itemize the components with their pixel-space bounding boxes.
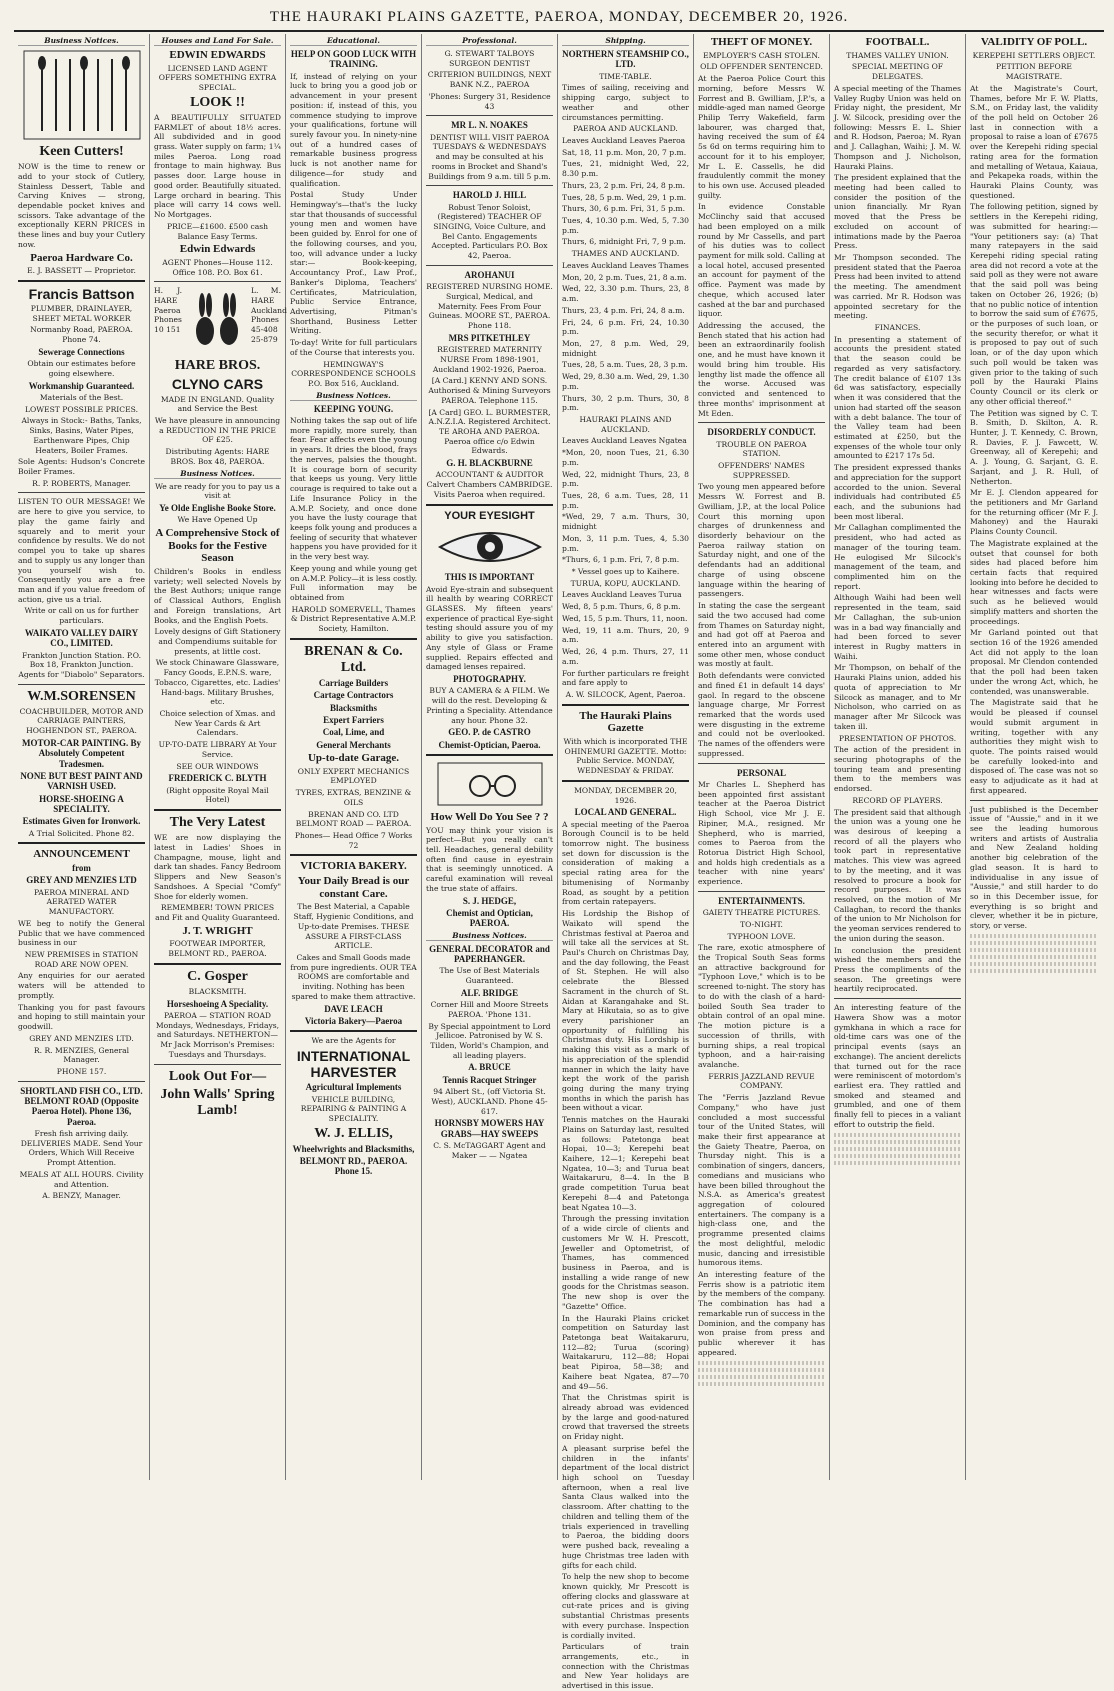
price: PRICE—£1600. £500 cash Balance Easy Terms.	[166, 221, 269, 241]
important: THIS IS IMPORTANT	[444, 572, 535, 583]
battson-trade: PLUMBER, DRAINLAYER, SHEET METAL WORKER	[30, 304, 133, 323]
hem-body: Postal Study Under Hemingway's—that's the lucky star that thousands of successful young men and women have been guided by. Enrol for one of the following courses, and you, too, will advance under a lucky star:— Book-keeping, Accountancy Prof., Law Prof., Banker's Diploma, Teachers' Certificates, Matriculation, Public Service Entrance, Advertising, Pitman's Shorthand, Business Letter Writing.	[290, 190, 417, 336]
validity-para: The Magistrate said that he would be pleased if counsel would submit argument in writing, together with any authorities they might wish to quote. The points raised would be carefully looked-into and disposed of. The case was not so easy to adjudicate as it had at first appeared.	[970, 698, 1098, 795]
lowest-prices: LOWEST POSSIBLE PRICES.	[24, 404, 138, 414]
trouble: TROUBLE ON PAEROA STATION.	[716, 439, 807, 459]
column-5	[558, 34, 694, 1691]
cutlery-illustration	[18, 49, 145, 141]
intl-heading: INTERNATIONAL HARVESTER	[296, 1048, 411, 1081]
ferris-body: The "Ferris Jazzland Revue Company," who have just concluded a most successful tour of the United States, will make their first appearance at the Gaiety Theatre, Paeroa, on Thursday night. This is a combination of singers, dancers, comedians and musicians who have been billed throughout the N.S.A. as America's greatest aggregation of coloured entertainers. The company is a high-class one, and the programme presented claims the most delightful, melodic music, dancing and irresistible humorous items.	[698, 1093, 825, 1268]
keep-body: Nothing takes the sap out of life more rapidly, more surely, than fear. Fear affects even the young in years. It dries the blood, frays the nerves, palsies the thought. It is courage born of security that keeps us young. Very little courage is required to take out a Life Insurance Policy in the A.M.P. Society, and once done you have the lusty courage that keeps folk young and produces a feeling of security that whatever happens you have provided for it in the very best way.	[290, 416, 417, 562]
write-call: Write or call on us for further particulars.	[24, 606, 139, 626]
gazette-sub: With which is incorporated THE OHINEMURI GAZETTE. Motto: Public Service. MONDAY, WEDNESDAY & FRIDAY.	[563, 736, 688, 776]
timetable-row: Tues, 28, 5 p.m. Wed, 29, 1 p.m.	[562, 192, 687, 202]
agents: Sole Agents: Hudson's Concrete Boiler Frames.	[18, 457, 145, 477]
fb-para: The president explained that the meeting had been called to consider the position of the union financially. Mr Ryan moved that the Press be excluded on account of intimations made by the Paeroa Press.	[834, 173, 961, 251]
bridge: ALF. BRIDGE	[460, 987, 519, 998]
fish-heading: SHORTLAND FISH CO., LTD. BELMONT ROAD (Opposite Paeroa Hotel). Phone 136, Paeroa.	[20, 1085, 143, 1127]
football-heading: FOOTBALL.	[865, 36, 930, 48]
kerepehi: KEREPEHI SETTLERS OBJECT.	[972, 50, 1096, 60]
dateline: MONDAY, DECEMBER 20, 1926.	[574, 785, 677, 805]
gosper-body: PAEROA — STATION ROAD Mondays, Wednesdays, Fridays, and Saturdays. NETHERTON— Mr Jack Morrison's Premises: Tuesdays and Thursdays.	[155, 1010, 280, 1059]
timetable-row: Leaves Auckland Leaves Ngatea	[562, 436, 687, 446]
dave: DAVE LEACH	[324, 1003, 383, 1014]
column-7	[830, 34, 966, 1480]
see-body: YOU may think your vision is perfect—But you really can't tell. Headaches, general debility often find cause in eyestrain that is seemingly unnoticed. A careful examination will reveal the true state of affairs.	[426, 825, 553, 893]
column-3	[286, 34, 422, 1480]
motorcar: MOTOR-CAR PAINTING. By Absolutely Competent Tradesmen.	[22, 737, 141, 769]
estimates: Estimates Given for Ironwork.	[22, 816, 141, 827]
col4-head: Professional.	[426, 36, 553, 46]
local-para: A pleasant surprise befel the children in the infants' department of the local district high school on Tuesday afternoon, when a real live Santa Claus walked into the classroom. After chatting to the children and telling them of the trials experienced in travelling to Paeroa, the bidding doors were pushed back, revealing a huge Christmas tree laden with gifts for each child.	[562, 1443, 689, 1570]
hill-body: Robust Tenor Soloist, (Registered) TEACHER OF SINGING, Voice Culture, and Bel Canto. Engagements Accepted. Particulars P.O. Box 42, Paeroa.	[431, 202, 548, 261]
timetable-row: Tues, 21, midnight Wed, 22, 8.30 p.m.	[562, 159, 689, 179]
brenan-item: General Merchants	[316, 739, 391, 750]
timetable-row: Mon, 27, 8 p.m. Wed, 29, midnight	[562, 338, 689, 358]
col2-head2: Business Notices.	[154, 469, 281, 479]
rabbits-illustration	[187, 289, 247, 353]
edwin2-sub: AGENT Phones—House 112. Office 108. P.O. Box 61.	[162, 257, 273, 277]
keen-cutters-heading: Keen Cutters!	[39, 144, 124, 159]
gm: GREY AND MENZIES LTD.	[29, 1033, 134, 1043]
ferris-body-2: An interesting feature of the Ferris show is a patriotic item by the members of the company. The combination has had a remarkable run of success in the Dominion, and the company has won praise from press and public wherever it has appeared.	[698, 1270, 825, 1357]
choice: Choice selection of Xmas. and New Year Cards & Art Calendars.	[159, 709, 276, 738]
column-4	[422, 34, 558, 1480]
sorensen-trade: COACHBUILDER, MOTOR AND CARRIAGE PAINTERS, HOGHENDON ST., PAEROA.	[19, 706, 144, 736]
col4-head2: Business Notices.	[426, 931, 553, 941]
tennis: Tennis Racquet Stringer	[442, 1074, 537, 1085]
timetable-row: Leaves Auckland Leaves Thames	[562, 260, 689, 270]
sorensen-heading: W.M.SORENSEN	[27, 688, 136, 704]
ta-heading: THAMES AND AUCKLAND.	[571, 249, 680, 259]
suppressed: OFFENDERS' NAMES SUPPRESSED.	[718, 461, 805, 480]
sewerage-heading: Sewerage Connections	[38, 346, 125, 357]
timetable-row: Thurs, 23, 2 p.m. Fri, 24, 8 p.m.	[562, 180, 686, 190]
vehicle: VEHICLE BUILDING, REPAIRING & PAINTING A SPECIALITY.	[300, 1094, 407, 1123]
sewerage-body: Obtain our estimates before going elsewhere.	[27, 359, 136, 378]
timetable-row: Leaves Auckland Leaves Paeroa	[562, 136, 686, 145]
theft-sub: EMPLOYER'S CASH STOLEN.	[703, 50, 820, 60]
from: from	[72, 863, 91, 874]
use: The Use of Best Materials Guaranteed.	[439, 966, 540, 986]
latest-body: WE are now displaying the latest in Ladies' Shoes in Champagne, mouse, light and dark tan shades. Fancy Bedroom Slippers and New Season's Sandshoes. A Special "Comfy" Shoe for elderly women.	[154, 833, 281, 901]
eye-chart-illustration	[426, 760, 553, 808]
jt-heading: J. T. WRIGHT	[182, 924, 253, 937]
blackburne: G. H. BLACKBURNE	[446, 458, 533, 469]
local-para: That the Christmas spirit is already abroad was evidenced by the large and good-natured crowd that traversed the streets on Friday night.	[562, 1393, 689, 1442]
turua-heading: TURUA, KOPU, AUCKLAND.	[570, 578, 681, 588]
timetable-row: Wed, 29, 8.30 a.m. Wed, 29, 1.30 p.m.	[562, 372, 689, 391]
gifts: Lovely designs of Gift Stationery and Compendiums suitable for presents, at little cost.	[154, 627, 281, 656]
ferris: FERRIS JAZZLAND REVUE COMPANY.	[708, 1071, 815, 1091]
record-heading: RECORD OF PLAYERS.	[852, 795, 943, 805]
local-para: Through the pressing invitation of a wide circle of clients and customers Mr W. H. Prescott, Jeweller and Optometrist, of Thames, has commenced business in Paeroa, and is installing a wide range of new goods for the Christmas season. The new shop is over the "Gazette" Office.	[562, 1214, 689, 1311]
victoria-heading: VICTORIA BAKERY.	[300, 860, 407, 873]
tt-note: Times of sailing, receiving and shipping cargo, subject to weather and other circumstances permitting.	[562, 83, 689, 122]
fish-body: Fresh fish arriving daily. DELIVERIES MADE. Send Your Orders, Which Will Receive Prompt Attention.	[20, 1129, 143, 1168]
ellis-sub: Wheelwrights and Blacksmiths,	[292, 1143, 415, 1154]
hare-bros-logo: HARE BROS.	[174, 358, 261, 374]
keep-heading: KEEPING YOUNG.	[313, 403, 394, 414]
enquiries: Any enquiries for our aerated waters will be attended to promptly.	[18, 971, 145, 1000]
decastro: GEO. P. de CASTRO	[448, 727, 531, 738]
timetable-row: Thurs, 23, 4 p.m. Fri, 24, 8 a.m.	[562, 305, 685, 315]
brenan-phone: Phones— Head Office 7 Works 72	[294, 831, 413, 850]
keep2: Keep young and while young get on A.M.P. Policy—it is less costly. Full information may be obtained from	[290, 563, 417, 602]
validity-para: At the Magistrate's Court, Thames, before Mr F. W. Platts, S.M., on Friday last, the validity of the poll held on October 26 last in connection with a proposal to raise a loan of £7675 over the Kerepehi riding special rating area for the formation and metalling of Wetaua, Kaiaua, and Pekapeka roads, within the Hauraki Plains County, was questioned.	[970, 83, 1098, 200]
ellis-addr: BELMONT RD., PAEROA. Phone 15.	[299, 1156, 408, 1177]
howwell: How Well Do You See ? ?	[430, 810, 549, 823]
col3-head: Educational.	[290, 36, 417, 46]
col1-head: Business Notices.	[18, 36, 145, 46]
talboys: G. STEWART TALBOYS SURGEON DENTIST	[444, 49, 535, 68]
pitkethley: MRS PITKETHLEY	[448, 332, 531, 343]
timetable-row: Sat, 18, 11 p.m. Mon, 20, 7 p.m.	[562, 147, 687, 157]
local-para: A special meeting of the Paeroa Borough Council is to be held tomorrow night. The business set down for discussion is the consideration of making a special rating area for the bitumenising of Normanby Road, as sought by a petition from certain ratepayers.	[562, 819, 689, 907]
fb-para: Mr Thompson seconded. The president stated that the Paeroa Press had been invited to attend the meeting. The amendment was carried. Mr R. Hodson was appointed secretary for the meeting.	[834, 253, 961, 321]
dis-para: Both defendants were convicted and fined £1 in default 14 days' gaol. In regard to the obscene language charge, Mr Forrest remarked that the words used were disgusting in the extreme and could not be overlooked. The names of the offenders were suppressed.	[698, 671, 825, 758]
typhoon-body: The rare, exotic atmosphere of the Tropical South Seas forms an attractive background for "Typhoon Love," which is to be screened to-night. The story has to do with the clash of a hard-boiled South Sea trader to obtain control of an opal mine. The motion picture is a succession of thrills, with burning ships, a real tropical typhoon, and a hair-raising avalanche.	[698, 943, 825, 1069]
fb-para: A special meeting of the Thames Valley Rugby Union was held on Friday night, the president, Mr J. W. Silcock, presiding over the following: Messrs E. L. Shier and R. Hodson, Paeroa; M. Ryan and J. Callaghan, Waihi; J. M. W. Thompson and J. Nicholson, Hauraki Plains.	[834, 83, 961, 171]
timetable-row: Wed, 8, 5 p.m. Thurs, 6, 8 p.m.	[562, 602, 681, 612]
hornsby: HORNSBY MOWERS HAY GRABS—HAY SWEEPS	[434, 1118, 545, 1139]
timetable-row: Fri, 24, 6 p.m. Fri, 24, 10.30 p.m.	[562, 317, 689, 337]
timetable-row: Wed, 26, 4 p.m. Thurs, 27, 11 a.m.	[562, 647, 689, 666]
timetable-row: Mon, 20, 2 p.m. Tues, 21, 8 a.m.	[562, 272, 687, 282]
hem2: To-day! Write for full particulars of the Course that interests you.	[290, 338, 417, 357]
brenan-heading: BRENAN & Co. Ltd.	[304, 643, 403, 675]
local-para: Particulars of train arrangements, etc., in connection with the Christmas and New Year holidays are advertised in this issue.	[562, 1642, 689, 1691]
garage: Up-to-date Garage.	[307, 752, 400, 765]
remember: REMEMBER! TOWN PRICES and Fit and Quality Guaranteed.	[155, 903, 280, 922]
fin-para: Mr Thompson, on behalf of the Hauraki Plains union, added his quota of appreciation to Mr Silcock as manager, and to Mr Nicholson, who carried on as manager after Mr Silcock was taken ill.	[834, 663, 961, 731]
bruce: A. BRUCE	[468, 1062, 511, 1073]
materials: Materials of the Best.	[39, 393, 124, 403]
timetable-row: Tues, 28, 6 a.m. Tues, 28, 11 p.m.	[562, 491, 689, 510]
mctaggart: C. S. McTAGGART Agent and Maker — — Ngatea	[433, 1140, 546, 1160]
column-2	[150, 34, 286, 1480]
timetable-row: Wed, 19, 11 a.m. Thurs, 20, 9 a.m.	[562, 625, 689, 645]
clyno-sub: MADE IN ENGLAND. Quality and Service the Best	[160, 394, 275, 414]
column-6	[694, 34, 830, 1480]
thanks: Thanking you for past favours and hoping to still maintain your goodwill.	[18, 1002, 145, 1032]
best: The Best Material, a Capable Staff, Hygienic Conditions, and Up-to-date Premises. THESE ASSURE A FIRST-CLASS ARTICLE.	[293, 902, 414, 951]
validity-para: Just published is the December issue of "Aussie," and in it we see the leading humorous writers and artists of Australia and New Zealand holding another big celebration of the glad season. It is hard to individualise in any issue of "Aussie," and still harder to do so in this December issue, for everything is so bright and clever, whether it be in picture, story, or verse.	[970, 804, 1098, 931]
timetable-row: Tues, 28, 5 a.m. Tues, 28, 3 p.m.	[562, 360, 688, 370]
bridge-addr: Corner Hill and Moore Streets PAEROA. 'Phone 131.	[430, 1000, 549, 1019]
timetable-row: *Wed, 29, 7 a.m. Thurs, 30, midnight	[562, 512, 689, 532]
validity-heading: VALIDITY OF POLL.	[980, 36, 1088, 48]
timetable-row: *Thurs, 6, 1 p.m. Fri, 7, 8 p.m.	[562, 555, 680, 565]
olde-heading: Ye Olde Englishe Booke Store.	[159, 502, 276, 513]
somervell: HAROLD SOMERVELL, Thames & District Representative A.M.P. Society, Hamilton.	[290, 604, 417, 634]
petition: PETITION BEFORE MAGISTRATE.	[996, 62, 1072, 82]
col2-head: Houses and Land For Sale.	[154, 36, 281, 46]
arohanui-body: REGISTERED NURSING HOME. Surgical, Medical, and Maternity. Fees From Four Guineas. MOORE ST., PAEROA. Phone 118.	[426, 282, 553, 331]
dis-para: In stating the case the sergeant said the two accused had come from Thames on Saturday night, and had got off at Paeroa and entered into an argument with some other men, whose conduct was mostly at fault.	[698, 601, 825, 669]
windows: SEE OUR WINDOWS	[176, 761, 259, 771]
validity-para: The Petition was signed by C. T. B. Smith, D. Skilton, A. R. Hunter, J. T. Kennedy, C. Brown, R. Davies, F. J. Fawcett, W. Greenway, all of Kerepehi; and A. J. Young, G. Sarjant, G. E. Sarjant, and J. R. Hull, of Netherton.	[970, 408, 1098, 486]
gosper-sub: BLACKSMITH.	[188, 986, 247, 996]
fin-para: The president expressed thanks and appreciation for the support accorded to the union. Several individuals had contributed £5 each, and the subunions had been most liberal.	[834, 463, 961, 521]
pitkethley-body: REGISTERED MATERNITY NURSE From 1898-1901, Auckland 1902-1926, Paeroa.	[432, 345, 547, 374]
finances: FINANCES.	[874, 323, 921, 333]
waikato-addr: Frankton Junction Station. P.O. Box 18, Frankton Junction. Agents for "Diabolo" Separators.	[18, 650, 145, 679]
col3-head2: Business Notices.	[290, 391, 417, 401]
record-body: The president said that although the union was a young one he was desirous of keeping a record of all the players who took part in representative matches. This view was agreed to by the meeting, and it was resolved to procure a book for record purposes. It was resolved, on the motion of Mr Callaghan, to record the thanks of the union to Mr Nicholson for the yeoman services rendered to the union during the season.	[834, 807, 961, 943]
noakes-sub: DENTIST WILL VISIT PAEROA TUESDAYS & WEDNESDAYS and may be consulted at his rooms in Brocket and Shand's Buildings from 9 a.m. till 5 p.m.	[428, 132, 551, 181]
battson-addr: Normanby Road, PAEROA. Phone 74.	[30, 325, 133, 345]
benzy: A. BENZY, Manager.	[42, 1191, 121, 1201]
fin-para: Mr Callaghan complimented the president, who had acted as manager of the touring team. He eulogised Mr Silcock's management of the team, and complimented him on the report.	[834, 523, 961, 591]
agents: We are the Agents for	[311, 1036, 396, 1046]
brenan-item: Coal, Lime, and	[322, 727, 385, 738]
greetings: In conclusion the president wished the members and the Press the compliments of the season. The greetings were heartily reciprocated.	[834, 945, 961, 994]
look-heading: LOOK !!	[190, 94, 245, 110]
old-offender: OLD OFFENDER SENTENCED.	[700, 62, 823, 72]
typhoon: TYPHOON LOVE.	[727, 931, 796, 941]
photos-heading: PRESENTATION OF PHOTOS.	[838, 733, 957, 743]
edwin-sub: LICENSED LAND AGENT OFFERS SOMETHING EXTRA SPECIAL.	[158, 63, 277, 93]
gaiety: GAIETY THEATRE PICTURES.	[702, 908, 821, 918]
ready: We are ready for you to pay us a visit at	[155, 481, 280, 501]
comp-heading: A Comprehensive Stock of Books for the Festive Season	[155, 527, 280, 565]
further: For further particulars re freight and fare apply to	[562, 668, 689, 688]
horse: HORSE-SHOEING A SPECIALITY.	[39, 793, 124, 814]
brenan-item: Expert Farriers	[323, 715, 384, 726]
comp-body: Children's Books in endless variety; well selected Novels by the Best Authors; unique range of Classical Authors, English and Foreign translations, Art Books, and the English Poets.	[154, 566, 281, 625]
lookout: Look Out For—	[168, 1068, 267, 1084]
hardware-heading: Paeroa Hardware Co.	[30, 251, 133, 264]
hedge: S. J. HEDGE,	[462, 895, 517, 906]
masthead	[14, 4, 1104, 32]
theft-para: At the Paeroa Police Court this morning, before Messrs W. Forrest and B. Gwilliam, J.P.'s, a middle-aged man named George Philip Terry Wakefield, farm labourer, was charged that, having received the sum of £4 5s 6d on terms requiring him to account for it to his employer, Mr L. E. Cassells, he did fraudulently commit the money to his own use. Accused pleaded guilty.	[698, 74, 825, 200]
local-heading: LOCAL AND GENERAL.	[574, 807, 677, 818]
bread: Your Daily Bread is our constant Care.	[297, 875, 410, 900]
theft-para: Addressing the accused, the Bench stated that his action had been an extraordinarily foolish one, and he must have known it would bring him trouble. His lengthy list made the offence all the worse. Accused was convicted and sentenced to three months' imprisonment at Mt Eden.	[698, 321, 825, 418]
edwin-heading: EDWIN EDWARDS	[169, 49, 266, 61]
blyth-heading: FREDERICK C. BLYTH	[168, 773, 267, 784]
mech: ONLY EXPERT MECHANICS EMPLOYED	[297, 766, 410, 786]
talboys-addr: CRITERION BUILDINGS, NEXT BANK N.Z., PAEROA	[427, 70, 552, 90]
columns	[14, 34, 1104, 1691]
local-para: Tennis matches on the Hauraki Plains on Saturday last, resulted as follows: Patetonga beat Hopai, 10—3; Kerepehi beat Kaihere, 12—1; Kerepehi beat Ngatea, 10—3; and Turua beat Waitakaruru, 8—4. In the B grade competition Turua beat Kerepehi 8—4 and Patetonga beat Ngatea 10—3.	[562, 1115, 689, 1212]
library: UP-TO-DATE LIBRARY At Your Service.	[158, 740, 277, 759]
clyno-body: We have pleasure in announcing a REDUCTION IN THE PRICE OF £25.	[154, 415, 281, 445]
noakes: MR L. N. NOAKES	[451, 120, 528, 131]
column-8	[966, 34, 1102, 1480]
rr: R. R. MENZIES, General Manager.	[33, 1045, 130, 1065]
talboys-ph: 'Phones: Surgery 31, Residence 43	[428, 91, 551, 111]
roberts: R. P. ROBERTS, Manager.	[32, 478, 131, 488]
waikato-heading: WAIKATO VALLEY DAIRY CO., LIMITED.	[24, 627, 139, 649]
gosper-spec: Horseshoeing A Speciality.	[166, 998, 269, 1009]
validity-para: Mr Garland pointed out that section 16 of the 1926 amended Act did not apply to the loan proposal. Mr Clendon contended that the poll had been taken under the wrong Act, which, he contended, was unanswerable.	[970, 628, 1098, 696]
kenny: [A Card.] KENNY AND SONS. Authorised & Mining Surveyors PAEROA. Telephone 115.	[428, 376, 551, 405]
mineral: PAEROA MINERAL AND AERATED WATER MANUFACTORY.	[33, 887, 130, 917]
timetable-row: Wed, 15, 5 p.m. Thurs, 11, noon.	[562, 613, 688, 623]
hpa-heading: HAURAKI PLAINS AND AUCKLAND.	[579, 414, 672, 434]
decastro-sub: Chemist-Optician, Paeroa.	[438, 739, 541, 750]
grey-menzies: GREY AND MENZIES LTD	[26, 875, 137, 886]
photo: PHOTOGRAPHY.	[453, 674, 526, 685]
validity-para: The Magistrate explained at the outset that counsel for both sides had placed before him certain facts that required looking into before he decided to hear witnesses and facts were such as he believed would simplify matters and shorten the proceedings.	[970, 538, 1098, 626]
local-para: In the Hauraki Plains cricket competition on Saturday last Patetonga beat Waitakaruru, 112—82; Turua (scoring) Waitakaruru, 112—88; Hopai beat Pipiroa, 58—38; and Kaihere beat Ngatea, 87—70 and 49—56.	[562, 1313, 689, 1391]
brenan-item: Cartage Contractors	[313, 690, 394, 701]
silcock: A. W. SILCOCK, Agent, Paeroa.	[565, 689, 686, 699]
timetable-row: Leaves Auckland Leaves Turua	[562, 590, 682, 600]
hpa-note: * Vessel goes up to Kaihere.	[571, 567, 680, 577]
workmanship: Workmanship Guaranteed.	[28, 380, 135, 391]
timetable-row: *Mon, 20, noon Tues, 21, 6.30 p.m.	[562, 448, 689, 467]
special-meeting: SPECIAL MEETING OF DELEGATES.	[851, 62, 944, 82]
dave-sub: Victoria Bakery—Paeroa	[304, 1015, 403, 1026]
local-para: His Lordship the Bishop of Waikato will spend the Christmas festival at Paeroa and will take all the services at St. Paul's Church on Christmas Day, and the day following, the Feast of St. Stephen. He will also celebrate the Blessed Sacrament in the church of St. Aidan at Karangahake and St. Mary at Hikutaia, so as to give every parishioner an opportunity of fulfilling his Christmas duty. His Lordship is making this visit as a mark of his appreciation of the splendid manner in which the laity have kept the work of the parish going during the many trying months in which the parish has been without a vicar.	[562, 909, 689, 1113]
help-body: If, instead of relying on your luck to bring you a good job or advancement in your present position: if, instead of this, you commence studying to improve your qualifications, fortune will surely favour you. In ninety-nine out of a hundred cases of remarkable business progress luck is not another name for diligence—for study and qualification.	[290, 71, 417, 188]
eye-body: Avoid Eye-strain and subsequent ill health by wearing CORRECT GLASSES. My fifteen years' experience of practical Eye-sight testing should assure you of my ability to give you satisfaction. Any style of Glass or Frame supplied. Repairs effected and damaged lenses repaired.	[426, 584, 553, 672]
tonight: TO-NIGHT.	[740, 919, 783, 929]
listen-body: LISTEN TO OUR MESSAGE! We are here to give you service, to play the game fairly and squarely and to merit your confidence by results. We do not compel you to take up shares and to supply us any longer than you yourself wish to. Consequently you are a free man and if you value freedom of action, give us a trial.	[18, 497, 145, 604]
hemschool: HEMINGWAY'S CORRESPONDENCE SCHOOLS P.O. Box 516, Auckland.	[291, 359, 416, 388]
brenan-item: Blacksmiths	[329, 702, 377, 713]
pa-heading: PAEROA AND AUCKLAND.	[573, 124, 678, 134]
timetable-row: Thurs, 30, 6 p.m. Fri, 31, 5 p.m.	[562, 204, 686, 214]
photos-body: The action of the president in securing photographs of the touring team and presenting them to the members was endorsed.	[834, 745, 961, 794]
eye-illustration	[426, 525, 553, 569]
brenan-item: Carriage Builders	[318, 678, 389, 689]
ellis-heading: W. J. ELLIS,	[314, 1125, 393, 1141]
timetable-row: Wed, 22, 3.30 p.m. Thurs, 23, 8 a.m.	[562, 284, 689, 304]
hill: HAROLD J. HILL	[452, 190, 527, 201]
general: GENERAL DECORATOR and PAPERHANGER.	[429, 943, 550, 964]
gazette-title: The Hauraki Plains Gazette	[579, 709, 672, 735]
theft-para: In evidence Constable McClinchy said that accused had been employed on a milk round by Mr Cassells, and part of his duties was to collect payment for milk sold. Calling at a local hotel, accused presented an account for payment of the office. Payment was made by cheque, which accused later cashed at the bar and purchased liquor.	[698, 202, 825, 319]
personal-body: Mr Charles L. Shepherd has been appointed first assistant teacher at the Paeroa District High School, vice Mr J. E. Ripiner, M.A., resigned. Mr Shepherd, who is married, comes to Paeroa from the Rotorua District High School, and holds high credentials as a teacher with nine years' experience.	[698, 779, 825, 887]
timetable-row: Wed, 22, midnight Thurs, 23, 8 p.m.	[562, 469, 689, 489]
agri: Agricultural Implements	[305, 1082, 402, 1093]
phone157: PHONE 157.	[56, 1066, 107, 1076]
jt-sub: FOOTWEAR IMPORTER, BELMONT RD., PAEROA.	[168, 939, 267, 959]
latest-heading: The Very Latest	[169, 815, 266, 831]
announcement: ANNOUNCEMENT	[33, 848, 130, 861]
hedge-sub: Chemist and Optician, PAEROA.	[446, 907, 533, 929]
battson-heading: Francis Battson	[28, 285, 135, 302]
gosper-heading: C. Gosper	[187, 968, 248, 984]
premises: NEW PREMISES in STATION ROAD ARE NOW OPEN.	[24, 950, 139, 969]
hare-right: L. M. HARE Auckland Phones 45-408 25-879	[251, 286, 287, 344]
eyesight: YOUR EYESIGHT	[444, 509, 535, 522]
arohanui: AROHANUI	[464, 269, 515, 280]
timetable-row: Tues, 4, 10.30 p.m. Wed, 5, 7.30 p.m.	[562, 216, 689, 235]
opened: We Have Opened Up	[177, 515, 258, 525]
notify: WE beg to notify the General Public that we have commenced business in our	[18, 918, 145, 948]
col5-head: Shipping.	[562, 36, 689, 46]
keen-body: NOW is the time to renew or add to your stock of Cutlery, Stainless Dessert, Table and Carving Knives — strong, dependable pocket knives and scissors. Take advantage of the exceptionally KERN PRICES in these lines and buy your Cutlery now.	[18, 162, 145, 249]
timetable-row: Thurs, 30, 2 p.m. Thurs, 30, 8 p.m.	[562, 393, 689, 413]
clyno-heading: CLYNO CARS	[171, 376, 264, 393]
hare-left: H. J. HARE Paeroa Phones 10 151	[154, 286, 182, 335]
northern: NORTHERN STEAMSHIP CO., LTD.	[562, 49, 689, 70]
appt: By Special appointment to Lord Jellicoe. Patronised by W. S. Tilden, World's Champion, and all leading players.	[428, 1021, 551, 1060]
column-1	[14, 34, 150, 1480]
look-body: A BEAUTIFULLY SITUATED FARMLET of about 18½ acres. All subdivided and in good grass. Water supply on farm; 1¼ miles Paeroa. Long road frontage to main highway. Bus passes door. Large house in good order. Beautifully situated. Large orchard in bearing. This place will carry 14 cows well. No Mortgages.	[154, 112, 281, 220]
timetable-row: Mon, 3, 11 p.m. Tues, 4, 5.30 p.m.	[562, 533, 689, 553]
tennis-addr: 94 Albert St., (off Victoria St. West), AUCKLAND. Phone 45-617.	[431, 1087, 548, 1116]
hardware-prop: E. J. BASSETT — Proprietor.	[27, 266, 136, 276]
dis-para: Two young men appeared before Messrs W. Forrest and B. Gwilliam, J.P., at the local Police Court this morning upon charges of drunkenness and disorderly behaviour on the Paeroa railway station on Saturday night, and one of the defendants had an additional charge of using obscene language within the hearing of passengers.	[698, 482, 825, 599]
nonebut: NONE BUT BEST PAINT AND VARNISH USED.	[20, 770, 143, 792]
tyres: TYRES, EXTRAS, BENZINE & OILS	[295, 788, 412, 807]
clyno-dist: Distributing Agents: HARE BROS. Box 48, PAEROA.	[165, 447, 270, 466]
walls: John Walls' Spring Lamb!	[160, 1086, 275, 1118]
theft-heading: THEFT OF MONEY.	[710, 36, 813, 48]
masthead-title: THE HAURAKI PLAINS GAZETTE, PAEROA, MONDAY, DECEMBER 20, 1926.	[269, 8, 849, 25]
blackburne-body: ACCOUNTANT & AUDITOR Calvert Chambers CAMBRIDGE. Visits Paeroa when required.	[426, 470, 553, 499]
meals: MEALS AT ALL HOURS. Civility and Attention.	[19, 1169, 144, 1189]
trial: A Trial Solicited. Phone 82.	[28, 828, 135, 838]
contest: An interesting feature of the Hawera Show was a motor gymkhana in which a race for old-time cars was one of the principal events (says an exchange). The ancient derelicts that turned out for the race were reminiscent of motordom's earliest era. They rattled and smoked and steamed and grumbled, and one of them finally fell to pieces in a valiant effort to outstrip the field.	[834, 1003, 961, 1129]
burmester: [A Card] GEO. L. BURMESTER, A.N.Z.I.A. Registered Architect. TE AROHA AND PAEROA. Paeroa office c/o Edwin Edwards.	[428, 407, 551, 456]
china: We stock Chinaware Glassware, Fancy Goods, E.P.N.S. ware, Tobacco, Cigarettes, etc. Ladies' Hand-bags. Military Brushes, etc.	[154, 658, 281, 707]
timetable: TIME-TABLE.	[599, 71, 652, 81]
edwin2-heading: Edwin Edwards	[179, 243, 256, 256]
disorderly-heading: DISORDERLY CONDUCT.	[707, 427, 816, 438]
thames-valley: THAMES VALLEY UNION.	[846, 50, 949, 60]
fin-para: In presenting a statement of accounts the president stated that the season could be regarded as very satisfactory. The credit balance of £107 13s 6d was satisfactory, especially when it was considered that the union had started off the season with a debt balance. The tour of the Valley team had been estimated at £250, but the expenses of the whole tour only amounted to £217 17s 5d.	[834, 334, 961, 461]
blyth-sub: (Right opposite Royal Mail Hotel)	[166, 785, 269, 805]
validity-para: Mr E. J. Clendon appeared for the petitioners and Mr Garland for the returning officer (Mr F. J. Mahoney) and the Hauraki Plains County Council.	[970, 488, 1098, 537]
cakes: Cakes and Small Goods made from pure ingredients. OUR TEA ROOMS are comfortable and inviting. Nothing has been spared to make them attractive.	[290, 953, 417, 1001]
timetable-row: Thurs, 6, midnight Fri, 7, 9 p.m.	[562, 237, 686, 247]
fin-para: Although Waihi had been well represented in the team, said Mr Callaghan, the sub-union was in a bad way financially and had been forced to sever interest in Rugby matters in Waihi.	[834, 593, 961, 661]
personal-heading: PERSONAL	[736, 767, 786, 778]
brenan2: BRENAN AND CO. LTD BELMONT ROAD — PAEROA.	[295, 809, 412, 829]
validity-para: The following petition, signed by settlers in the Kerepehi riding, was submitted for hearing:— "Your petitioners say: (a) That many ratepayers in the said Kerepehi riding special rating area did not record a vote at the said poll as they were not aware that the said poll was being taken on October 26, 1926; (b) that no public notice of intention to borrow the said sum of £7675, or the purposes of such loan, or the security therefor, or what it is proposed to pay out of such loan, or of the day upon which such poll would be taken was given prior to the taking of such poll by the Hauraki Plains County Council or its clerk or any other official thereof."	[970, 202, 1098, 406]
help-heading: HELP ON GOOD LUCK WITH TRAINING.	[290, 49, 417, 70]
photo-body: BUY A CAMERA & A FILM. We will do the rest. Developing & Printing a Speciality. Attendance any hour. Phone 32.	[426, 686, 553, 725]
local-para: To help the new shop to become known quickly, Mr Prescott is offering clocks and glassware at cut-rate prices and is giving substantial Christmas presents with every purchase. Inspection is cordially invited.	[562, 1572, 689, 1640]
stock: Always in Stock:- Baths, Tanks, Sinks, Basins, Water Pipes, Earthenware Pipes, Chip Heaters, Boiler Frames.	[21, 416, 142, 455]
ent-heading: ENTERTAINMENTS.	[718, 895, 805, 906]
